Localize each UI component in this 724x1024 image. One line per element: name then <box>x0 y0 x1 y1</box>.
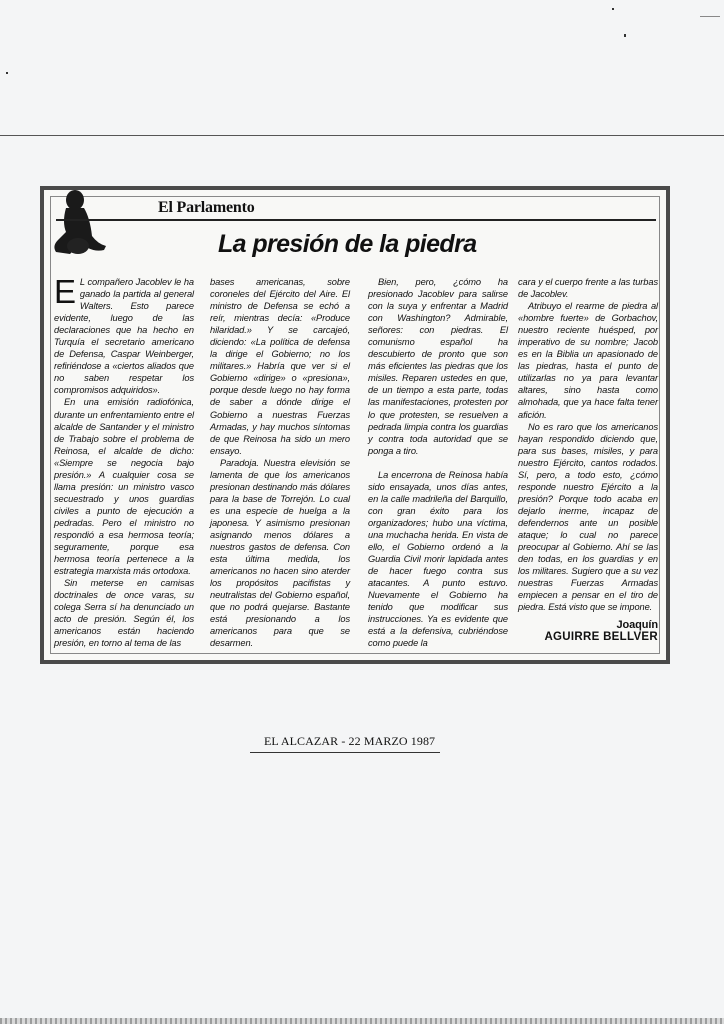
article-column-3 <box>368 276 508 649</box>
article-headline: La presión de la piedra <box>218 230 477 258</box>
article-column-4 <box>518 276 658 643</box>
scan-bottom-edge <box>0 1018 724 1024</box>
scan-speck <box>700 16 720 17</box>
paragraph: Sin meterse en camisas doctrinales de once varas, su colega Serra sí ha denunciado un acto de presión. Según él, los americanos están haciendo presión, en torno al tema de las <box>54 578 194 649</box>
paragraph: En una emisión radiofónica, durante un enfrentamiento entre el alcalde de Santander y el ministro de Trabajo sobre el problema de Reinosa, el alcalde de dicho: «Siempre se negocia bajo presión.» A cualquier cosa se llama presión: un ministro vasco secuestrado y unos guardias civiles a punto de ejecución a pedradas. Pero el ministro no respondió a esa hermosa teoría; seguramente, porque esa hermosa teoría pertenece a la estrategia marxista más ortodoxa. <box>54 397 194 577</box>
source-caption-rule <box>250 752 440 753</box>
paragraph: bases americanas, sobre coroneles del Ejército del Aire. El ministro de Defensa se echó a reír, mientras decía: «Produce hilaridad.» Y se carcajeó, diciendo: «La política de defensa la dirige el Gobierno; no los militares.» Habría que ver si el Gobierno «dirige» o «presiona», porque desde luego no hay forma de saber a dónde dirige el Gobierno a nuestras Fuerzas Armadas, y hay muchos síntomas de que Reinosa ha sido un mero ensayo. <box>210 277 350 456</box>
article-column-2 <box>210 276 350 649</box>
paragraph-text: L compañero Jacoblev le ha ganado la partida al general Walters. Esto parece evidente, luego de las declaraciones que ha hecho en Turquía el secretario americano de Defensa, Caspar Weinberger, refiriéndose a «ciertos aliados que no saben respetar los compromisos adquiridos». <box>54 277 194 396</box>
thinker-figure-icon <box>48 188 110 258</box>
author-byline <box>518 619 658 643</box>
page-top-rule <box>0 135 724 136</box>
article-column-1 <box>54 273 194 649</box>
scan-speck <box>612 8 614 10</box>
scan-speck <box>624 34 626 37</box>
scan-speck <box>6 72 8 74</box>
drop-cap: E <box>54 273 76 310</box>
section-rule <box>56 219 656 221</box>
paragraph <box>54 273 194 396</box>
author-first-name: Joaquín <box>616 619 658 632</box>
paragraph: cara y el cuerpo frente a las turbas de Jacoblev. <box>518 277 658 300</box>
source-caption: EL ALCAZAR - 22 MARZO 1987 <box>264 734 436 748</box>
paragraph: La encerrona de Reinosa había sido ensayada, unos días antes, en la calle madrileña del Barquillo, con gran éxito para los organizadores; hubo una víctima, una muchacha herida. En vista de ello, el Gobierno ordenó a la Guardia Civil morir lapidada antes de hacer fuego contra sus atacantes. A punto estuvo. Nuevamente el Gobierno ha tenido que modificar sus instrucciones. Ya es evidente que está a la defensiva, cubriéndose como puede la <box>368 469 508 649</box>
paragraph: Paradoja. Nuestra elevisión se lamenta de que los americanos presionan destinando más dólares para la base de Torrejón. Lo cual es una especie de huelga a la japonesa. Y asimismo presionan asignando menos dólares a nuestros gastos de defensa. Con esta última medida, los americanos no hacen sino aterder los propósitos pacifistas y neutralistas del Gobierno español, que no podrá quejarse. Bastante está presionando a los americanos para que se desarmen. <box>210 457 350 649</box>
paragraph: Bien, pero, ¿cómo ha presionado Jacoblev para salirse con la suya y enfrentar a Madrid con Washington? Admirable, señores: con piedras. El comunismo español ha descubierto de pronto que son más eficientes las piedras que los misiles. Reparen ustedes en que, de un tiempo a esta parte, todas las manifestaciones, protesten por lo que protesten, se resuelven a pedrada limpia contra los guardias y contra toda autoridad que se ponga a tiro. <box>368 277 508 456</box>
paragraph: Atribuyo el rearme de piedra al «hombre fuerte» de Gorbachov, nuestro reciente huésped, por imperativo de su nombre; Jacob es en la Biblia un apasionado de las piedras, hasta el punto de utilizarlas no ya para levantar altares, sino hasta como almohada, que ya hace falta tener afición. <box>518 301 658 420</box>
author-last-name: AGUIRRE BELLVER <box>544 631 658 644</box>
section-label: El Parlamento <box>158 199 255 216</box>
paragraph: No es raro que los americanos hayan respondido diciendo que, para sus bases, misiles, y para nuestro Ejército, cantos rodados. Sí, pero, a todo esto, ¿cómo responde nuestro Ejército a la presión? Porque todo acaba en dejarlo inerme, incapaz de defendernos ante un posible ataque; lo cual no parece preocupar al Gobierno. Ahí se las den todas, en los guardias y en los militares. Sugiero que a su vez nuestras Fuerzas Armadas empiecen a pensar en el tiro de piedra. Está visto que se impone. <box>518 421 658 613</box>
